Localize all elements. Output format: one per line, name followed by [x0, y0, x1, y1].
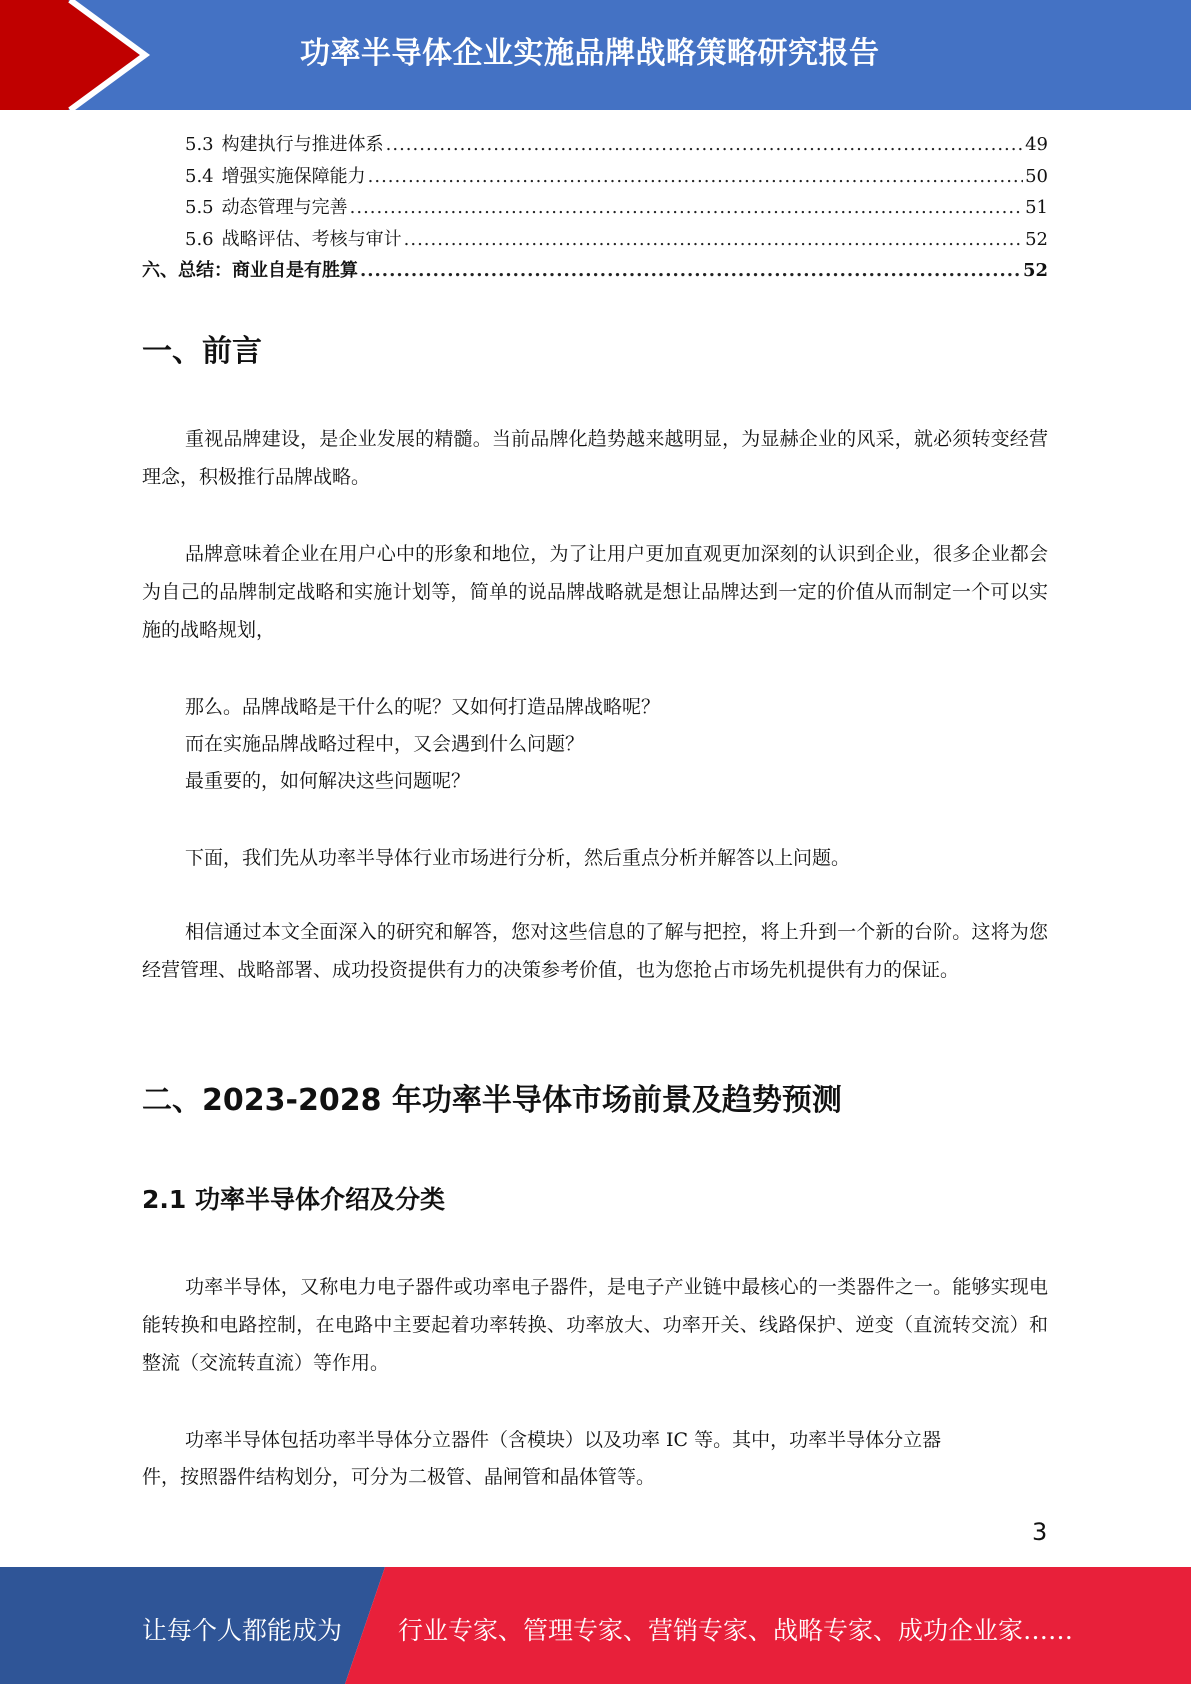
section-heading-preface: 一、前言	[142, 334, 262, 369]
toc-entry-page: 49	[1025, 134, 1048, 155]
question-line: 而在实施品牌战略过程中，又会遇到什么问题？	[185, 733, 585, 755]
toc-entry-chapter[interactable]	[142, 256, 1048, 288]
paragraph: 相信通过本文全面深入的研究和解答，您对这些信息的了解与把控，将上升到一个新的台阶。这将为您经营管理、战略部署、成功投资提供有力的决策参考价值，也为您抢占市场先机提供有力的保证。	[142, 921, 1048, 981]
toc-entry-label: 战略评估、考核与审计	[221, 228, 402, 250]
toc-entry[interactable]	[142, 162, 1048, 194]
paragraph: 品牌意味着企业在用户心中的形象和地位，为了让用户更加直观更加深刻的认识到企业，很多企业都会为自己的品牌制定战略和实施计划等，简单的说品牌战略就是想让品牌达到一定的价值从而制定一个可以实施的战略规划，	[142, 543, 1048, 641]
question-line: 那么。品牌战略是干什么的呢？又如何打造品牌战略呢？	[185, 696, 661, 718]
paragraph-line: 件，按照器件结构划分，可分为二极管、晶闸管和晶体管等。	[142, 1466, 656, 1488]
toc-entry-label: 动态管理与完善	[221, 197, 348, 218]
toc-entry-page: 50	[1025, 165, 1048, 187]
toc-entry[interactable]	[142, 225, 1048, 257]
toc-entry-label: 构建执行与推进体系	[221, 134, 384, 155]
toc-entry-label: 增强实施保障能力	[221, 165, 366, 187]
page-footer	[0, 1567, 1191, 1684]
toc-entry-page: 52	[1025, 228, 1048, 250]
toc-leader-dots	[386, 134, 1023, 155]
toc-leader-dots	[368, 166, 1023, 187]
toc-leader-dots	[360, 260, 1021, 281]
footer-slogan-left: 让每个人都能成为	[142, 1616, 343, 1645]
toc-leader-dots	[404, 229, 1023, 250]
toc-entry-number: 5.3	[185, 134, 214, 155]
toc-leader-dots	[350, 197, 1023, 218]
page-header	[0, 0, 1191, 110]
toc-entry-number: 5.5	[185, 197, 214, 218]
toc-entry-number: 5.4	[185, 165, 214, 187]
paragraph: 重视品牌建设，是企业发展的精髓。当前品牌化趋势越来越明显，为显赫企业的风采，就必须转变经营理念，积极推行品牌战略。	[142, 428, 1048, 488]
paragraph: 功率半导体，又称电力电子器件或功率电子器件，是电子产业链中最核心的一类器件之一。能够实现电能转换和电路控制，在电路中主要起着功率转换、功率放大、功率开关、线路保护、逆变（直流转交流）和整流（交流转直流）等作用。	[142, 1276, 1048, 1374]
toc-entry[interactable]	[142, 130, 1048, 162]
question-line: 最重要的，如何解决这些问题呢？	[185, 770, 471, 792]
toc-entry-number: 5.6	[185, 228, 214, 250]
toc-entry-page: 51	[1025, 197, 1048, 218]
footer-slogan-right: 行业专家、管理专家、营销专家、战略专家、成功企业家……	[398, 1616, 1074, 1645]
subsection-heading: 2.1 功率半导体介绍及分类	[142, 1185, 445, 1214]
paragraph: 下面，我们先从功率半导体行业市场进行分析，然后重点分析并解答以上问题。	[185, 847, 851, 869]
paragraph-line: 功率半导体包括功率半导体分立器件（含模块）以及功率 IC 等。其中，功率半导体分立器	[185, 1429, 942, 1451]
table-of-contents	[142, 130, 1048, 288]
toc-entry-page: 52	[1022, 260, 1048, 281]
toc-entry[interactable]	[142, 193, 1048, 225]
toc-entry-label: 六、总结：商业自是有胜算	[142, 260, 358, 281]
section-heading-market: 二、2023-2028 年功率半导体市场前景及趋势预测	[142, 1083, 842, 1118]
report-title: 功率半导体企业实施品牌战略策略研究报告	[300, 36, 880, 71]
page-number: 3	[1032, 1518, 1048, 1546]
